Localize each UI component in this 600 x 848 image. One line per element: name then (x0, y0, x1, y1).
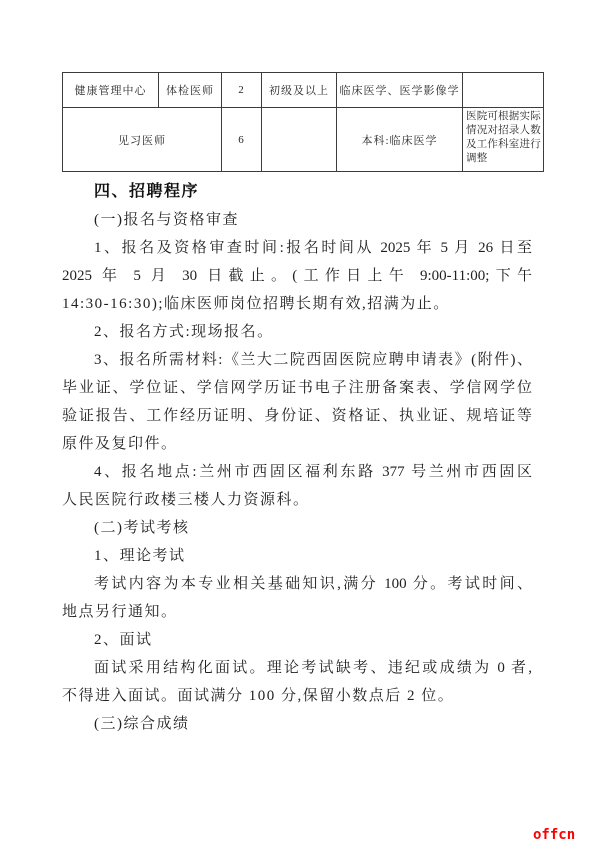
table-cell: 体检医师 (159, 73, 222, 108)
table-cell: 见习医师 (63, 108, 222, 172)
body-line: 1、理论考试 (94, 548, 186, 564)
body-line: 2025 年 5 月 30 日截止。(工作日上午 9:00-11:00;下午 (62, 268, 532, 284)
body-line: (二)考试考核 (94, 520, 190, 536)
table-cell: 初级及以上 (262, 73, 337, 108)
body-line: 人民医院行政楼三楼人力资源科。 (62, 492, 310, 508)
body-line: 原件及复印件。 (62, 436, 178, 452)
table-cell: 临床医学、医学影像学 (337, 73, 463, 108)
body-line: (一)报名与资格审查 (94, 212, 239, 228)
table-cell (463, 73, 544, 108)
body-line: 地点另行通知。 (62, 604, 178, 620)
body-line: 面试采用结构化面试。理论考试缺考、违纪或成绩为 0 者, (94, 660, 532, 676)
body-line: (三)综合成绩 (94, 716, 190, 732)
job-table-body (63, 73, 544, 172)
body-line: 1、报名及资格审查时间:报名时间从 2025 年 5 月 26 日至 (94, 240, 532, 256)
table-cell (262, 108, 337, 172)
body-line: 3、报名所需材料:《兰大二院西固医院应聘申请表》(附件)、 (94, 352, 532, 368)
section-heading: 四、招聘程序 (94, 183, 200, 200)
table-cell: 健康管理中心 (63, 73, 159, 108)
table-cell: 医院可根据实际情况对招录人数及工作科室进行调整 (463, 108, 544, 172)
body-text (62, 178, 532, 738)
table-cell: 本科:临床医学 (337, 108, 463, 172)
body-line: 不得进入面试。面试满分 100 分,保留小数点后 2 位。 (62, 688, 455, 704)
job-table (62, 72, 544, 172)
body-line: 4、报名地点:兰州市西固区福利东路 377 号兰州市西固区 (94, 464, 532, 480)
table-cell: 6 (222, 108, 262, 172)
body-line: 14:30-16:30);临床医师岗位招聘长期有效,招满为止。 (62, 296, 450, 312)
table-row (63, 73, 544, 108)
body-line: 2、面试 (94, 632, 153, 648)
body-line: 毕业证、学位证、学信网学历证书电子注册备案表、学信网学位 (62, 380, 532, 396)
body-line: 2、报名方式:现场报名。 (94, 324, 274, 340)
body-line: 考试内容为本专业相关基础知识,满分 100 分。考试时间、 (94, 576, 532, 592)
offcn-logo: offcn (533, 827, 576, 843)
body-line: 验证报告、工作经历证明、身份证、资格证、执业证、规培证等 (62, 408, 532, 424)
table-cell: 2 (222, 73, 262, 108)
table-row (63, 108, 544, 172)
